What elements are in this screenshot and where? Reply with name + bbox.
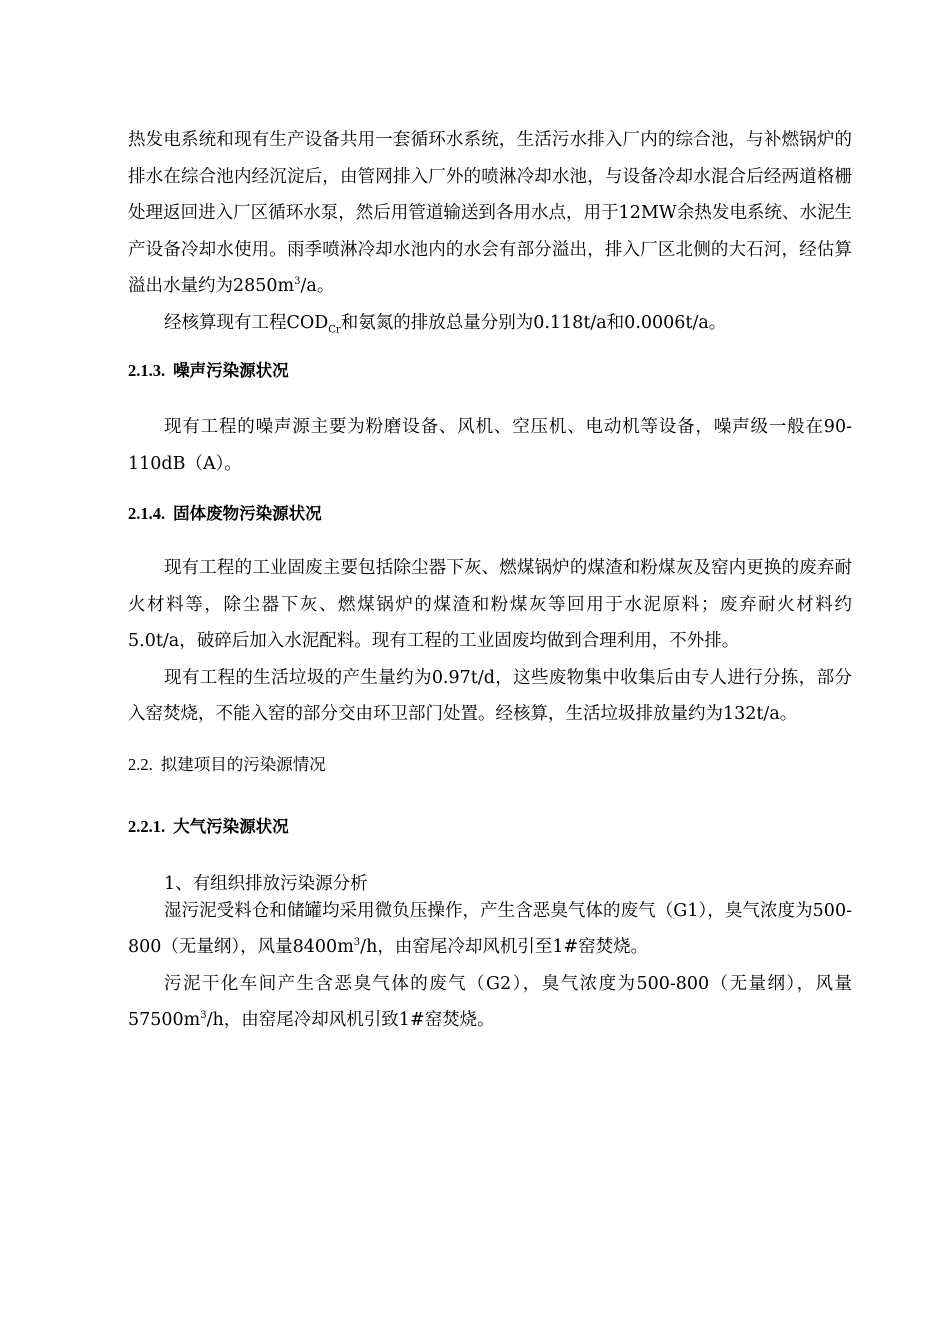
subscript-cr: Cr: [328, 324, 341, 335]
paragraph-g1-post: /h，由窑尾冷却风机引至1#窑焚烧。: [360, 937, 649, 957]
paragraph-cod-post: 和氨氮的排放总量分别为0.118t/a和0.0006t/a。: [340, 312, 727, 333]
heading-solid-waste: [128, 499, 852, 529]
paragraph-g2-pre: 污泥干化车间产生含恶臭气体的废气（G2），臭气浓度为500-800（无量纲），风量57500m: [128, 973, 852, 1030]
paragraph-item-1: 1、有组织排放污染源分析: [164, 873, 368, 894]
document-page: [128, 120, 852, 1039]
paragraph-g2-post: /h，由窑尾冷却风机引致1#窑焚烧。: [206, 1010, 495, 1030]
heading-title: 拟建项目的污染源情况: [160, 754, 326, 774]
heading-title: 噪声污染源状况: [173, 361, 289, 380]
heading-title: 大气污染源状况: [173, 816, 289, 836]
heading-number: 2.1.3.: [128, 361, 166, 380]
paragraph-water-system: [128, 122, 852, 305]
paragraph-noise: 现有工程的噪声源主要为粉磨设备、风机、空压机、电动机等设备，噪声级一般在90-110dB（A）。: [128, 417, 852, 474]
paragraph-solid-waste-2: 现有工程的生活垃圾的产生量约为0.97t/d，这些废物集中收集后由专人进行分拣，部分入窑焚烧，不能入窑的部分交由环卫部门处置。经核算，生活垃圾排放量约为132t/a。: [128, 667, 852, 724]
paragraph-g1: [128, 893, 852, 966]
paragraph-g1-pre: 湿污泥受料仓和储罐均采用微负压操作，产生含恶臭气体的废气（G1），臭气浓度为500-800（无量纲），风量8400m: [128, 900, 852, 957]
superscript-cubic: 3: [353, 937, 361, 949]
heading-noise: [128, 356, 852, 386]
paragraph-cod: [128, 305, 852, 342]
superscript-cubic: 3: [200, 1010, 207, 1022]
heading-number: 2.2.: [128, 754, 153, 774]
heading-title: 固体废物污染源状况: [173, 504, 322, 523]
heading-air-pollution: [128, 812, 852, 842]
heading-proposed-project: [128, 750, 852, 780]
paragraph-water-text: 热发电系统和现有生产设备共用一套循环水系统，生活污水排入厂内的综合池，与补燃锅炉的排水在综合池内经沉淀后，由管网排入厂外的喷淋冷却水池，与设备冷却水混合后经两道格栅处理返回进入厂区循环水泵，然后用管道输送到各用水点，用于12MW余热发电系统、水泥生产设备冷却水使用。雨季喷淋冷却水池内的水会有部分溢出，排入厂区北侧的大石河，经估算溢出水量约为2850m: [128, 130, 852, 296]
paragraph-solid-waste-1: 现有工程的工业固废主要包括除尘器下灰、燃煤锅炉的煤渣和粉煤灰及窑内更换的废弃耐火材料等，除尘器下灰、燃煤锅炉的煤渣和粉煤灰等回用于水泥原料；废弃耐火材料约5.0t/a，破碎后加入水泥配料。现有工程的工业固废均做到合理利用，不外排。: [128, 558, 852, 651]
heading-number: 2.1.4.: [128, 504, 166, 523]
heading-number: 2.2.1.: [128, 816, 166, 836]
paragraph-water-tail: /a。: [300, 276, 335, 296]
paragraph-g2: [128, 966, 852, 1039]
superscript-cubic: 3: [294, 276, 301, 288]
paragraph-cod-pre: 经核算现有工程COD: [164, 312, 329, 333]
